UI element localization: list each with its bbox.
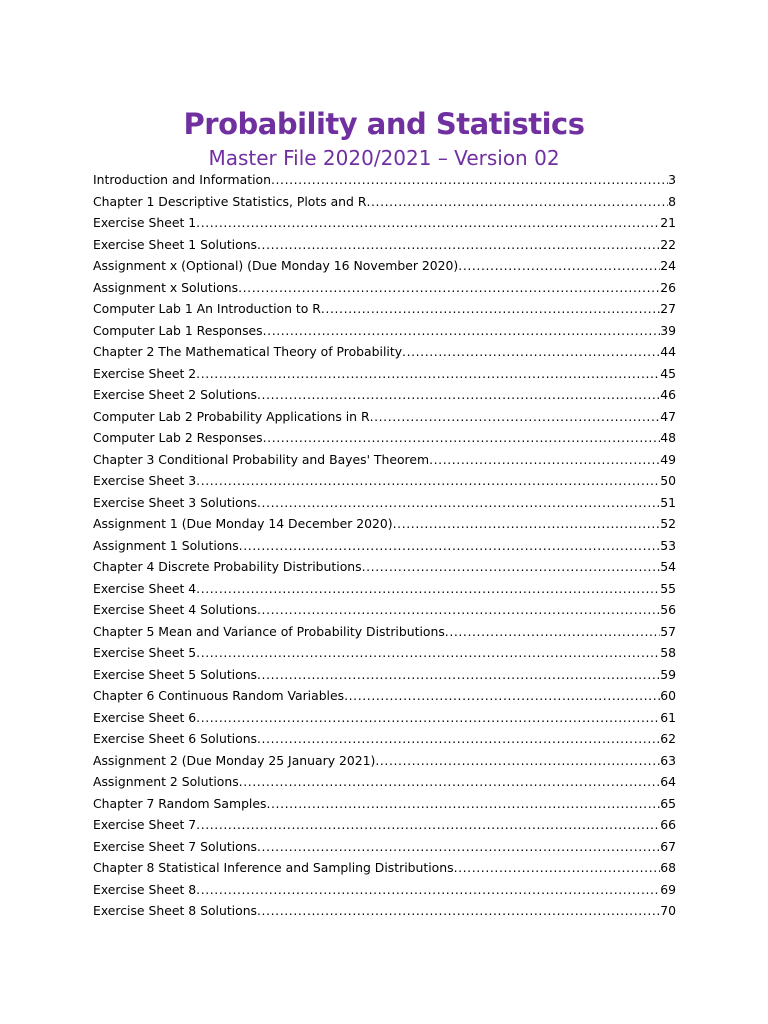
toc-entry[interactable] — [93, 664, 676, 686]
toc-entry[interactable] — [93, 363, 676, 385]
toc-entry[interactable] — [93, 320, 676, 342]
toc-entry-page-number: 59 — [660, 666, 676, 682]
toc-dot-leader — [454, 857, 661, 879]
table-of-contents — [93, 169, 676, 922]
toc-dot-leader — [257, 900, 660, 922]
toc-entry-label: Chapter 5 Mean and Variance of Probability Distributions — [93, 623, 445, 639]
toc-entry-page-number: 68 — [660, 860, 676, 875]
toc-entry-page-number: 52 — [660, 516, 676, 531]
toc-entry-label: Chapter 3 Conditional Probability and Bayes' Theorem — [93, 451, 430, 467]
toc-entry-page-number: 65 — [660, 795, 676, 811]
toc-entry-page-number: 21 — [660, 215, 676, 230]
toc-dot-leader — [196, 578, 660, 600]
toc-entry-page-number: 51 — [660, 494, 676, 510]
toc-entry-label: Assignment 1 Solutions — [93, 537, 239, 553]
toc-dot-leader — [238, 277, 660, 299]
toc-entry-label: Chapter 6 Continuous Random Variables — [93, 688, 345, 703]
toc-entry[interactable] — [93, 212, 676, 234]
toc-dot-leader — [257, 234, 660, 256]
toc-dot-leader — [257, 599, 660, 621]
toc-entry-label: Exercise Sheet 1 — [93, 215, 197, 230]
toc-entry-label: Computer Lab 2 Probability Applications in R — [93, 408, 370, 424]
toc-dot-leader — [257, 836, 660, 858]
toc-entry[interactable] — [93, 771, 676, 793]
toc-dot-leader — [375, 750, 660, 772]
toc-entry-label: Computer Lab 1 Responses — [93, 322, 263, 338]
toc-dot-leader — [196, 814, 660, 836]
toc-dot-leader — [257, 492, 660, 514]
toc-entry-page-number: 57 — [660, 623, 676, 639]
toc-entry-page-number: 66 — [660, 817, 676, 832]
toc-entry[interactable] — [93, 255, 676, 277]
toc-entry[interactable] — [93, 900, 676, 922]
toc-dot-leader — [366, 191, 668, 213]
toc-entry-page-number: 53 — [660, 537, 676, 553]
toc-dot-leader — [266, 793, 660, 815]
toc-entry-label: Exercise Sheet 5 Solutions — [93, 666, 258, 682]
toc-entry-page-number: 3 — [668, 172, 676, 187]
toc-entry[interactable] — [93, 492, 676, 514]
toc-entry-label: Chapter 2 The Mathematical Theory of Probability — [93, 344, 403, 359]
toc-entry-label: Chapter 7 Random Samples — [93, 795, 267, 811]
toc-entry[interactable] — [93, 642, 676, 664]
toc-dot-leader — [402, 341, 660, 363]
toc-entry-label: Exercise Sheet 6 Solutions — [93, 731, 258, 746]
toc-dot-leader — [257, 384, 660, 406]
toc-entry[interactable] — [93, 298, 676, 320]
toc-entry[interactable] — [93, 814, 676, 836]
toc-entry[interactable] — [93, 384, 676, 406]
toc-dot-leader — [393, 513, 661, 535]
toc-dot-leader — [257, 664, 660, 686]
toc-entry-label: Exercise Sheet 3 — [93, 473, 197, 488]
toc-entry[interactable] — [93, 277, 676, 299]
toc-entry-label: Exercise Sheet 1 Solutions — [93, 236, 258, 252]
toc-entry-label: Exercise Sheet 2 — [93, 365, 197, 381]
toc-entry-label: Exercise Sheet 8 Solutions — [93, 903, 258, 918]
toc-entry-label: Assignment 2 Solutions — [93, 774, 239, 789]
toc-entry-page-number: 58 — [660, 645, 676, 660]
toc-entry-label: Assignment 2 (Due Monday 25 January 2021) — [93, 752, 376, 768]
toc-dot-leader — [445, 621, 660, 643]
toc-entry[interactable] — [93, 191, 676, 213]
toc-entry[interactable] — [93, 556, 676, 578]
toc-entry-label: Exercise Sheet 4 Solutions — [93, 602, 258, 617]
toc-entry[interactable] — [93, 470, 676, 492]
toc-entry-page-number: 45 — [660, 365, 676, 381]
toc-entry-page-number: 55 — [660, 580, 676, 596]
toc-entry-page-number: 26 — [660, 279, 676, 295]
toc-entry[interactable] — [93, 836, 676, 858]
toc-entry-label: Chapter 4 Discrete Probability Distributions — [93, 559, 362, 574]
toc-entry[interactable] — [93, 599, 676, 621]
toc-dot-leader — [196, 363, 660, 385]
toc-entry-page-number: 46 — [660, 387, 676, 402]
toc-entry-label: Introduction and Information — [93, 172, 271, 187]
toc-entry[interactable] — [93, 857, 676, 879]
toc-dot-leader — [196, 707, 660, 729]
toc-entry-label: Assignment x (Optional) (Due Monday 16 November 2020) — [93, 258, 459, 273]
toc-entry[interactable] — [93, 449, 676, 471]
toc-entry-label: Exercise Sheet 7 Solutions — [93, 838, 258, 854]
toc-entry[interactable] — [93, 406, 676, 428]
toc-entry-label: Exercise Sheet 6 — [93, 709, 197, 725]
toc-dot-leader — [321, 298, 660, 320]
toc-entry[interactable] — [93, 707, 676, 729]
toc-dot-leader — [196, 212, 660, 234]
toc-entry[interactable] — [93, 750, 676, 772]
toc-entry[interactable] — [93, 793, 676, 815]
toc-entry[interactable] — [93, 234, 676, 256]
toc-entry[interactable] — [93, 879, 676, 901]
toc-entry-label: Assignment x Solutions — [93, 279, 239, 295]
toc-dot-leader — [370, 406, 661, 428]
toc-entry-label: Chapter 8 Statistical Inference and Sampling Distributions — [93, 860, 454, 875]
toc-entry[interactable] — [93, 535, 676, 557]
toc-entry-page-number: 56 — [660, 602, 676, 617]
toc-dot-leader — [196, 879, 660, 901]
toc-entry-label: Assignment 1 (Due Monday 14 December 2020) — [93, 516, 393, 531]
toc-entry-page-number: 39 — [660, 322, 676, 338]
toc-entry-page-number: 60 — [660, 688, 676, 703]
toc-entry-label: Chapter 1 Descriptive Statistics, Plots and R — [93, 193, 367, 209]
toc-entry-label: Computer Lab 1 An Introduction to R — [93, 301, 321, 316]
toc-entry-page-number: 49 — [660, 451, 676, 467]
toc-entry-page-number: 44 — [660, 344, 676, 359]
toc-dot-leader — [429, 449, 660, 471]
toc-dot-leader — [271, 169, 668, 191]
toc-entry-page-number: 8 — [668, 193, 676, 209]
toc-entry[interactable] — [93, 728, 676, 750]
toc-entry-page-number: 63 — [660, 752, 676, 768]
toc-entry-page-number: 48 — [660, 430, 676, 445]
toc-entry-page-number: 70 — [660, 903, 676, 918]
toc-entry[interactable] — [93, 578, 676, 600]
toc-entry[interactable] — [93, 685, 676, 707]
toc-entry-label: Computer Lab 2 Responses — [93, 430, 263, 445]
toc-dot-leader — [239, 771, 661, 793]
toc-entry[interactable] — [93, 513, 676, 535]
toc-dot-leader — [263, 320, 661, 342]
toc-entry-label: Exercise Sheet 8 — [93, 881, 197, 897]
toc-entry-page-number: 61 — [660, 709, 676, 725]
toc-dot-leader — [458, 255, 660, 277]
document-subtitle: Master File 2020/2021 – Version 02 — [208, 146, 560, 170]
toc-entry-page-number: 67 — [660, 838, 676, 854]
toc-entry[interactable] — [93, 169, 676, 191]
toc-entry[interactable] — [93, 427, 676, 449]
toc-entry[interactable] — [93, 621, 676, 643]
toc-dot-leader — [362, 556, 661, 578]
toc-entry-page-number: 27 — [660, 301, 676, 316]
toc-entry-label: Exercise Sheet 4 — [93, 580, 197, 596]
toc-dot-leader — [239, 535, 661, 557]
toc-entry-label: Exercise Sheet 5 — [93, 645, 197, 660]
toc-entry-label: Exercise Sheet 3 Solutions — [93, 494, 258, 510]
toc-entry-label: Exercise Sheet 2 Solutions — [93, 387, 258, 402]
toc-entry-page-number: 24 — [660, 258, 676, 273]
toc-dot-leader — [344, 685, 660, 707]
toc-entry[interactable] — [93, 341, 676, 363]
toc-entry-page-number: 69 — [660, 881, 676, 897]
toc-dot-leader — [257, 728, 660, 750]
toc-entry-label: Exercise Sheet 7 — [93, 817, 197, 832]
toc-entry-page-number: 64 — [660, 774, 676, 789]
document-title: Probability and Statistics — [183, 107, 585, 141]
toc-entry-page-number: 47 — [660, 408, 676, 424]
toc-dot-leader — [196, 642, 660, 664]
toc-entry-page-number: 22 — [660, 236, 676, 252]
toc-dot-leader — [263, 427, 661, 449]
toc-entry-page-number: 54 — [660, 559, 676, 574]
toc-entry-page-number: 62 — [660, 731, 676, 746]
toc-dot-leader — [196, 470, 660, 492]
toc-entry-page-number: 50 — [660, 473, 676, 488]
